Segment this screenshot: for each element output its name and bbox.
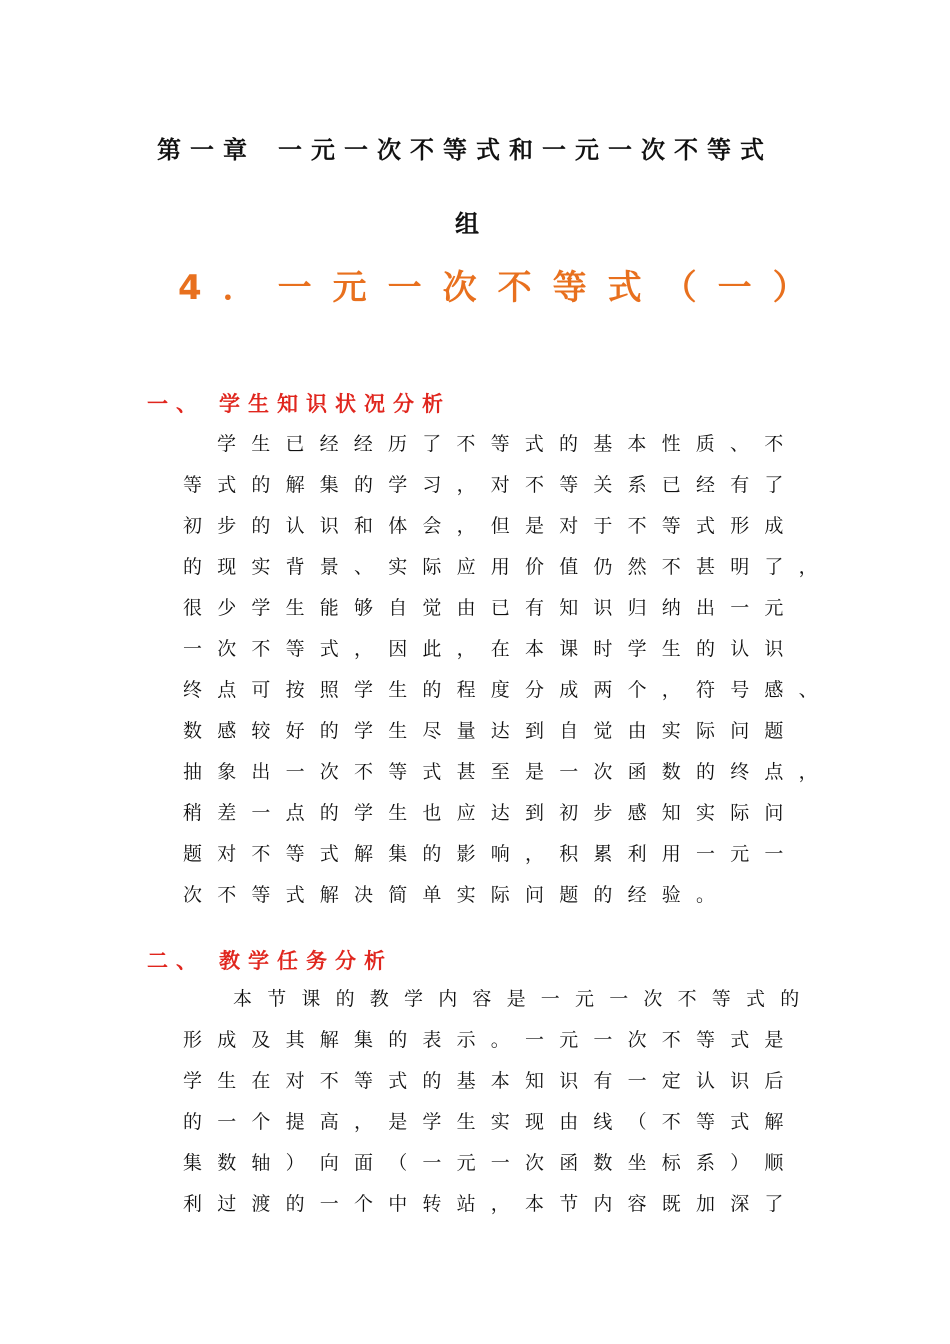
- paragraph-line: 利过渡的一个中转站，本节内容既加深了: [183, 1193, 799, 1215]
- paragraph-line: 终点可按照学生的程度分成两个，符号感、: [183, 679, 833, 701]
- paragraph-line: 学生在对不等式的基本知识有一定认识后: [183, 1070, 799, 1092]
- paragraph-line: 一次不等式，因此，在本课时学生的认识: [183, 638, 799, 660]
- paragraph-line: 数感较好的学生尽量达到自觉由实际问题: [183, 720, 799, 742]
- paragraph-line: 学生已经经历了不等式的基本性质、不: [217, 433, 799, 455]
- section-heading-1: [147, 389, 451, 419]
- paragraph-line: 的一个提高，是学生实现由线（不等式解: [183, 1111, 799, 1133]
- lesson-title: 4．一元一次不等式（一）: [178, 268, 828, 308]
- paragraph-line: 形成及其解集的表示。一元一次不等式是: [183, 1029, 799, 1051]
- chapter-label: 第一章: [157, 136, 256, 164]
- paragraph-line: 很少学生能够自觉由已有知识归纳出一元: [183, 597, 799, 619]
- paragraph-line: 稍差一点的学生也应达到初步感知实际问: [183, 802, 799, 824]
- paragraph-line: 本节课的教学内容是一元一次不等式的: [233, 988, 815, 1010]
- paragraph-line: 初步的认识和体会，但是对于不等式形成: [183, 515, 799, 537]
- paragraph-line: 抽象出一次不等式甚至是一次函数的终点，: [183, 761, 833, 783]
- section-number: 一、: [147, 392, 205, 416]
- chapter-title-line2: 组: [455, 210, 479, 238]
- chapter-title: [157, 132, 797, 168]
- chapter-title-line1: 一元一次不等式和一元一次不等式: [278, 136, 773, 164]
- section-heading-text: 教学任务分析: [219, 949, 393, 973]
- section-heading-2: [147, 946, 393, 976]
- paragraph-line: 题对不等式解集的影响，积累利用一元一: [183, 843, 799, 865]
- paragraph-line: 次不等式解决简单实际问题的经验。: [183, 884, 731, 906]
- section-heading-text: 学生知识状况分析: [219, 392, 451, 416]
- section-number: 二、: [147, 949, 205, 973]
- paragraph-line: 集数轴）向面（一元一次函数坐标系）顺: [183, 1152, 799, 1174]
- paragraph-line: 等式的解集的学习，对不等关系已经有了: [183, 474, 799, 496]
- paragraph-line: 的现实背景、实际应用价值仍然不甚明了，: [183, 556, 833, 578]
